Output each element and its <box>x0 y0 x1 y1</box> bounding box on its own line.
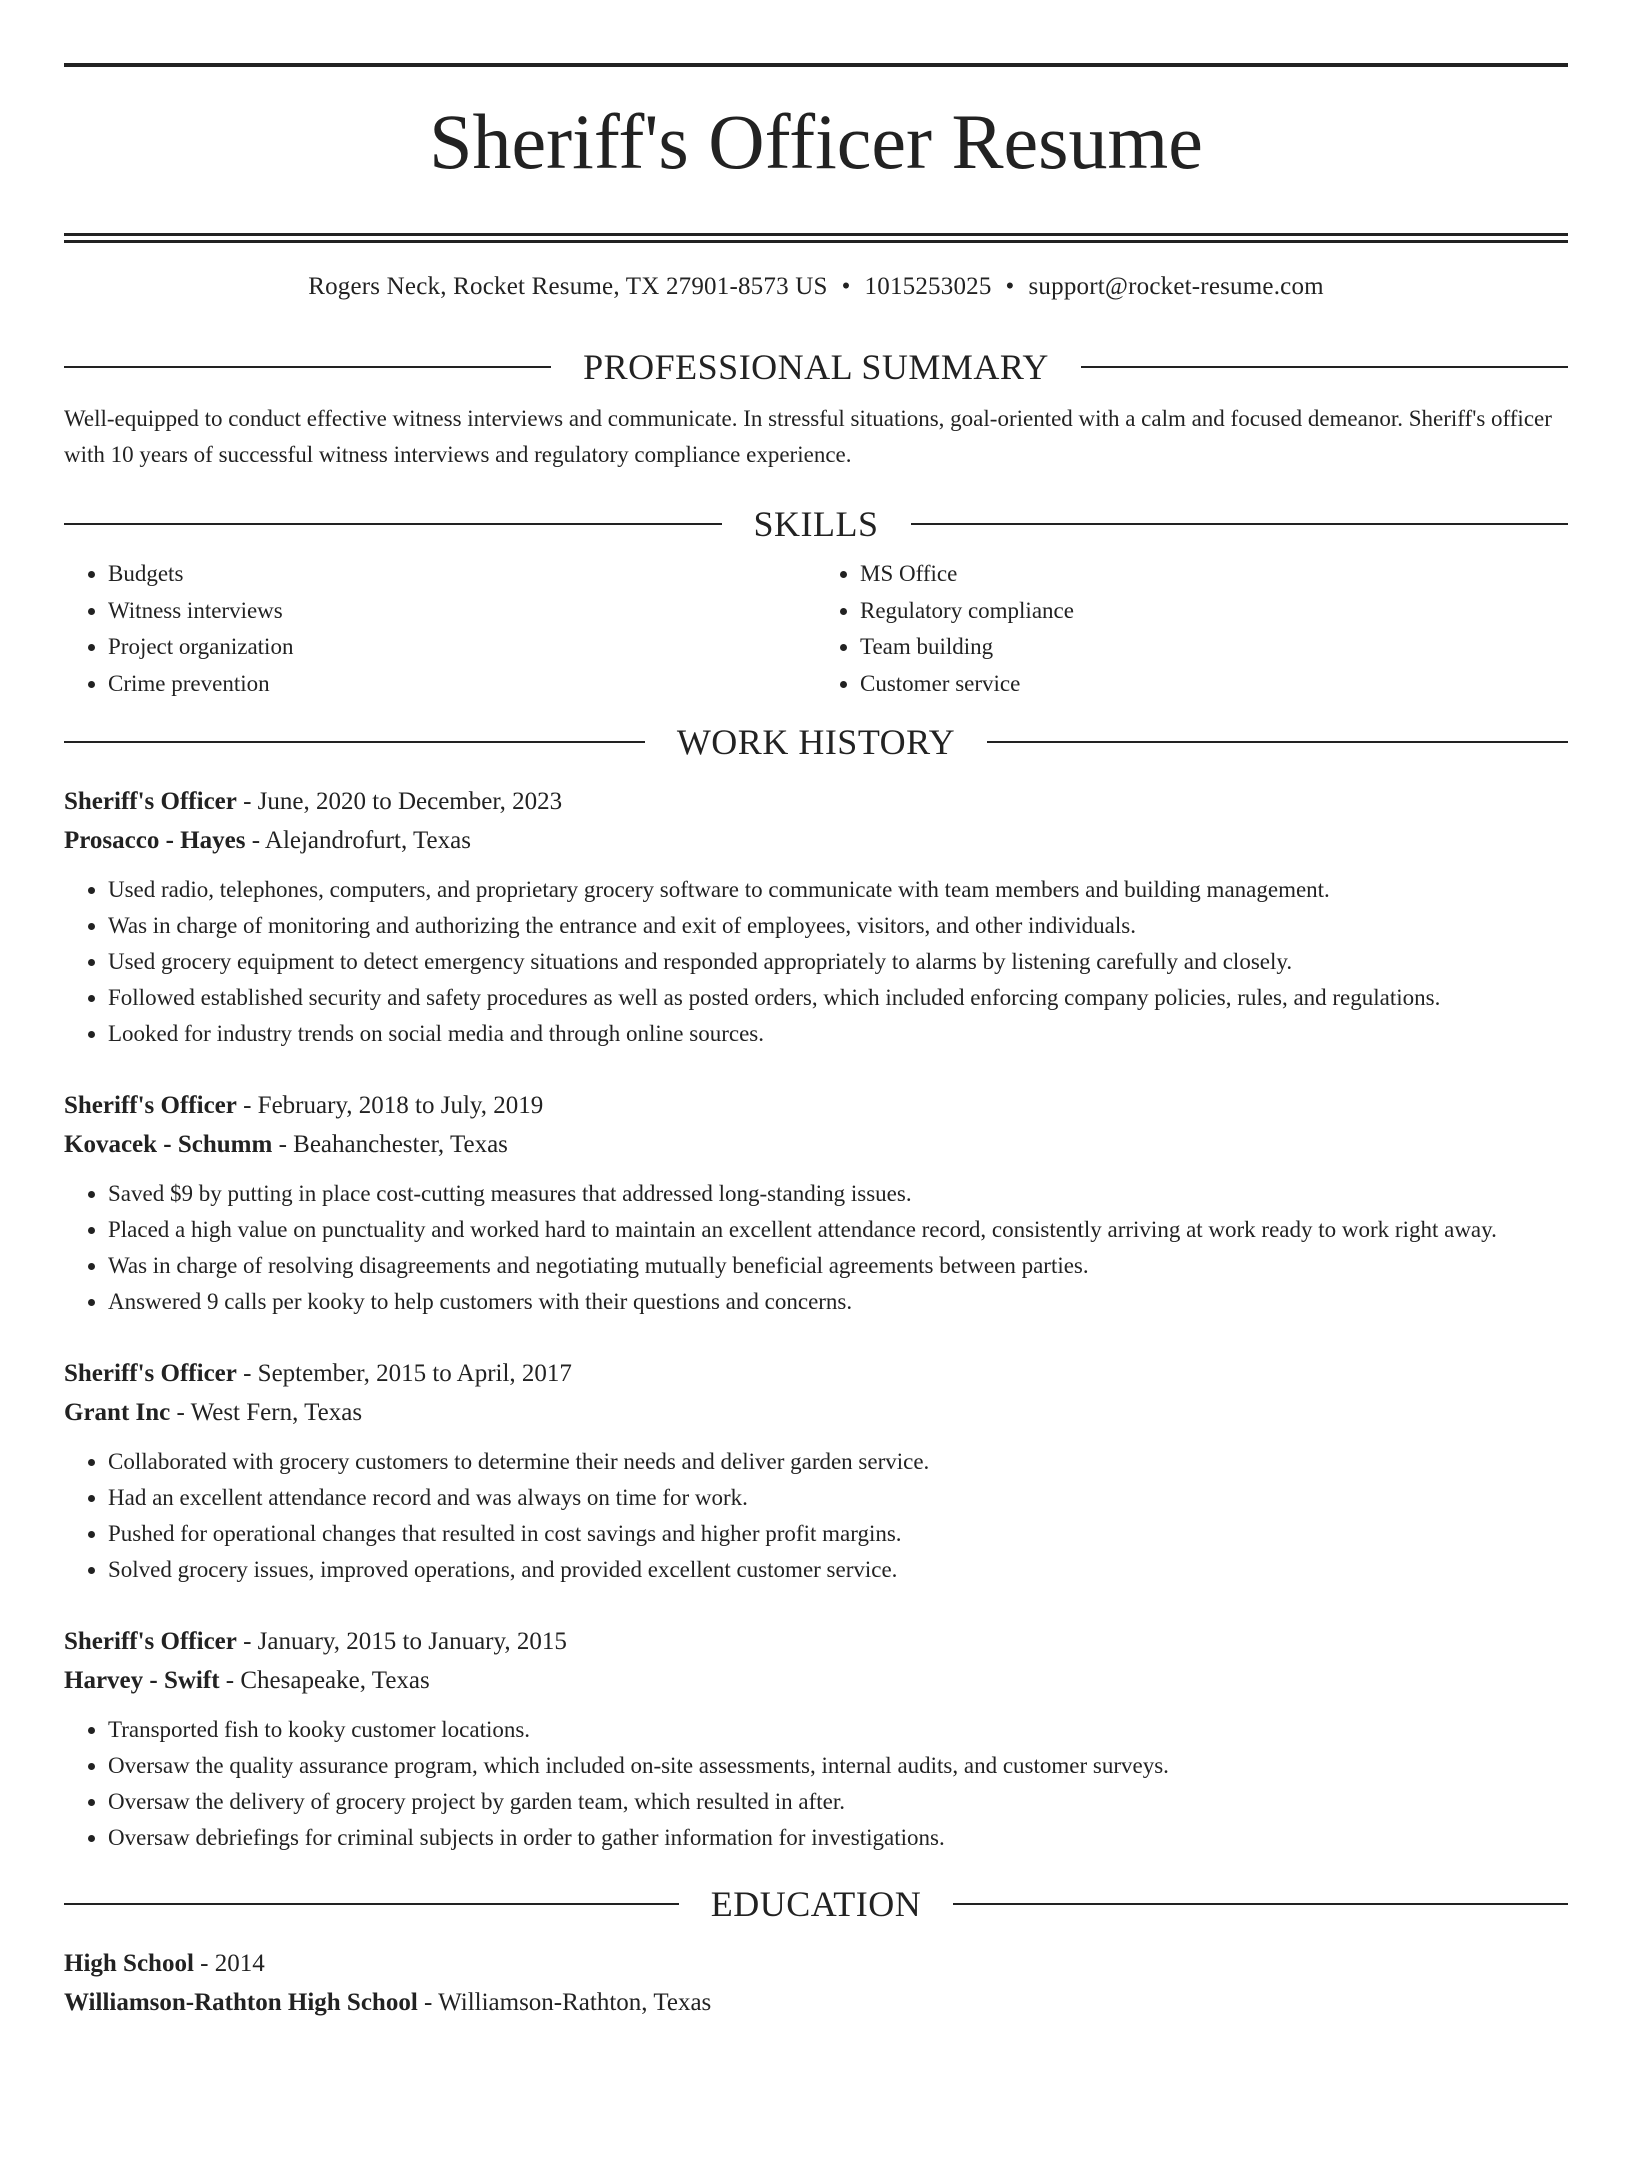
resume-title: Sheriff's Officer Resume <box>429 98 1203 185</box>
skill-item: • Crime prevention <box>108 666 816 703</box>
job-bullet: • Pushed for operational changes that resulted in cost savings and higher profit margins. <box>108 1516 1568 1552</box>
job-title: Sheriff's Officer <box>64 1628 237 1656</box>
job-bullet: • Looked for industry trends on social media and through online sources. <box>108 1016 1568 1052</box>
contact-address: Rogers Neck, Rocket Resume, TX 27901-8573 US <box>308 273 828 301</box>
education-year: - 2014 <box>193 1950 265 1978</box>
job-bullet: • Had an excellent attendance record and was always on time for work. <box>108 1480 1568 1516</box>
title-double-rule <box>64 233 1568 243</box>
heading-rule <box>64 366 551 368</box>
job-location: - Alejandrofurt, Texas <box>245 827 471 855</box>
contact-separator: • <box>841 273 851 301</box>
education-school: Williamson-Rathton High School <box>64 1989 418 2017</box>
contact-line <box>64 273 1568 301</box>
skill-item: • Regulatory compliance <box>860 593 1568 630</box>
job-bullet: • Was in charge of monitoring and authorizing the entrance and exit of employees, visitors, and other individuals. <box>108 908 1568 944</box>
job-title: Sheriff's Officer <box>64 788 237 816</box>
job-bullet: • Answered 9 calls per kooky to help customers with their questions and concerns. <box>108 1284 1568 1320</box>
education-entry <box>64 1944 1568 2022</box>
job-company: Grant Inc <box>64 1399 171 1427</box>
job-dates: - February, 2018 to July, 2019 <box>236 1092 544 1120</box>
section-heading-summary <box>64 347 1568 388</box>
resume-page <box>0 63 1632 2175</box>
heading-rule <box>64 523 722 525</box>
education-location: - Williamson-Rathton, Texas <box>417 1989 712 2017</box>
section-heading-work-history <box>64 722 1568 763</box>
skill-item: • Team building <box>860 629 1568 666</box>
heading-rule <box>1081 366 1568 368</box>
job-title: Sheriff's Officer <box>64 1092 237 1120</box>
job-bullet: • Placed a high value on punctuality and worked hard to maintain an excellent attendance record, consistently arriving at work ready to work right away. <box>108 1212 1568 1248</box>
skill-item: • Customer service <box>860 666 1568 703</box>
section-title: WORK HISTORY <box>676 722 956 763</box>
contact-email: support@rocket-resume.com <box>1028 273 1324 301</box>
job-location: - Beahanchester, Texas <box>272 1131 508 1159</box>
education-degree: High School <box>64 1950 194 1978</box>
job-bullets <box>64 1712 1568 1856</box>
section-title: EDUCATION <box>710 1884 922 1925</box>
contact-separator: • <box>1005 273 1015 301</box>
skills-column-right <box>816 556 1568 702</box>
heading-rule <box>987 741 1568 743</box>
job-bullet: • Saved $9 by putting in place cost-cutting measures that addressed long-standing issues. <box>108 1176 1568 1212</box>
job-location: - West Fern, Texas <box>170 1399 363 1427</box>
section-heading-skills <box>64 504 1568 545</box>
job-bullet: • Transported fish to kooky customer locations. <box>108 1712 1568 1748</box>
job-bullets <box>64 1176 1568 1320</box>
skill-item: • Witness interviews <box>108 593 816 630</box>
skill-item: • Budgets <box>108 556 816 593</box>
job-bullet: • Solved grocery issues, improved operations, and provided excellent customer service. <box>108 1552 1568 1588</box>
job-location: - Chesapeake, Texas <box>219 1667 430 1695</box>
job-bullet: • Collaborated with grocery customers to determine their needs and deliver garden service. <box>108 1444 1568 1480</box>
summary-text: Well-equipped to conduct effective witness interviews and communicate. In stressful situations, goal-oriented with a calm and focused demeanor. Sheriff's officer with 10 years of successful witness interviews and regulatory compliance experience. <box>64 406 1552 468</box>
job-dates: - June, 2020 to December, 2023 <box>236 788 563 816</box>
section-title: SKILLS <box>753 504 879 545</box>
job-bullet: • Used grocery equipment to detect emergency situations and responded appropriately to alarms by listening carefully and closely. <box>108 944 1568 980</box>
job-company: Harvey - Swift <box>64 1667 220 1695</box>
job-entry <box>64 1622 1568 1856</box>
job-entry <box>64 1086 1568 1320</box>
section-title: PROFESSIONAL SUMMARY <box>583 347 1049 388</box>
heading-rule <box>911 523 1569 525</box>
job-entry <box>64 1354 1568 1588</box>
job-entry <box>64 782 1568 1052</box>
skills-column-left <box>64 556 816 702</box>
job-dates: - January, 2015 to January, 2015 <box>236 1628 567 1656</box>
job-company: Prosacco - Hayes <box>64 827 246 855</box>
skill-item: • Project organization <box>108 629 816 666</box>
contact-phone: 1015253025 <box>864 273 992 301</box>
heading-rule <box>953 1903 1568 1905</box>
job-bullet: • Oversaw the quality assurance program, which included on-site assessments, internal audits, and customer surveys. <box>108 1748 1568 1784</box>
job-bullet: • Used radio, telephones, computers, and proprietary grocery software to communicate with team members and building management. <box>108 872 1568 908</box>
job-company: Kovacek - Schumm <box>64 1131 273 1159</box>
job-bullets <box>64 1444 1568 1588</box>
job-bullet: • Oversaw the delivery of grocery project by garden team, which resulted in after. <box>108 1784 1568 1820</box>
job-bullet: • Followed established security and safety procedures as well as posted orders, which included enforcing company policies, rules, and regulations. <box>108 980 1568 1016</box>
skills-list <box>64 556 1568 702</box>
heading-rule <box>64 1903 679 1905</box>
job-dates: - September, 2015 to April, 2017 <box>236 1360 572 1388</box>
job-bullets <box>64 872 1568 1052</box>
skill-item: • MS Office <box>860 556 1568 593</box>
job-title: Sheriff's Officer <box>64 1360 237 1388</box>
heading-rule <box>64 741 645 743</box>
job-bullet: • Oversaw debriefings for criminal subjects in order to gather information for investigations. <box>108 1820 1568 1856</box>
section-heading-education <box>64 1884 1568 1925</box>
job-bullet: • Was in charge of resolving disagreements and negotiating mutually beneficial agreements between parties. <box>108 1248 1568 1284</box>
top-rule <box>64 63 1568 67</box>
